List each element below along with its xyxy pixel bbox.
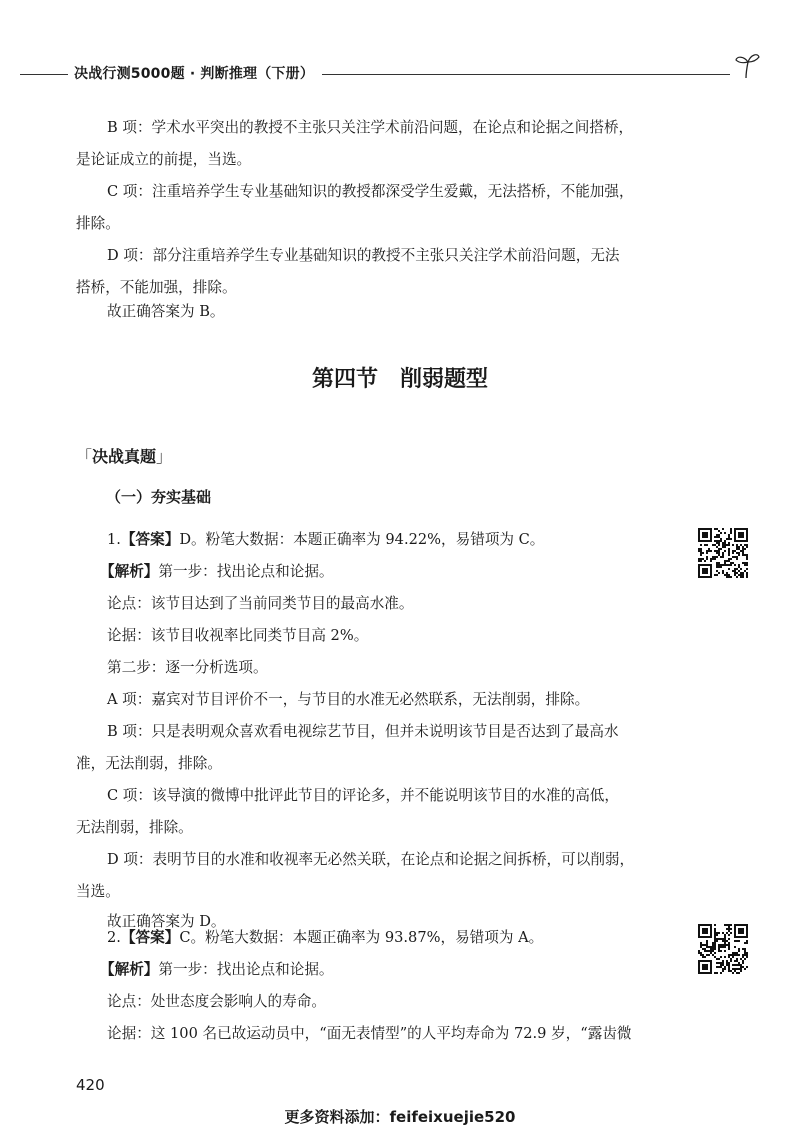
q2-argument: 论点：处世态度会影响人的寿命。 [107, 993, 326, 1010]
q1-step1: 第一步：找出论点和论据。 [158, 563, 334, 580]
q1-qr-code-icon[interactable] [698, 528, 748, 578]
q2-answer-line [76, 922, 708, 954]
q1-answer-text: D。粉笔大数据：本题正确率为 94.22%，易错项为 C。 [179, 531, 545, 548]
prev-option-d-line1: D 项：部分注重培养学生专业基础知识的教授不主张只关注学术前沿问题，无法 [107, 247, 620, 264]
q1-evidence: 论据：该节目收视率比同类节目高 2%。 [107, 627, 369, 644]
sub-heading [76, 444, 172, 467]
q1-analysis-line [100, 556, 708, 588]
q1-number: 1. [107, 531, 121, 548]
q2-number: 2. [107, 929, 121, 946]
sub-heading-text: 决战真题 [92, 447, 157, 466]
open-corner-bracket: 「 [76, 447, 93, 466]
q2-answer-text: C。粉笔大数据：本题正确率为 93.87%，易错项为 A。 [179, 929, 544, 946]
prev-option-b-line2: 是论证成立的前提，当选。 [76, 151, 252, 168]
footer-note: 更多资料添加：feifeixuejie520 [284, 1108, 516, 1126]
prev-option-d-line2: 搭桥，不能加强，排除。 [76, 279, 237, 296]
q1-option-d-line2: 当选。 [76, 883, 120, 900]
q1-option-d-line1: D 项：表明节目的水准和收视率无必然关联，在论点和论据之间拆桥，可以削弱， [107, 851, 635, 868]
q1-step2: 第二步：逐一分析选项。 [107, 659, 268, 676]
q1-option-a: A 项：嘉宾对节目评价不一，与节目的水准无必然联系，无法削弱，排除。 [107, 691, 590, 708]
q1-option-b-line1: B 项：只是表明观众喜欢看电视综艺节目，但并未说明该节目是否达到了最高水 [107, 723, 619, 740]
q2-analysis-line [100, 954, 708, 986]
prev-option-b-line1: B 项：学术水平突出的教授不主张只关注学术前沿问题，在论点和论据之间搭桥， [107, 119, 634, 136]
q1-conclusion: 故正确答案为 D。 [107, 913, 226, 930]
prev-conclusion: 故正确答案为 B。 [107, 303, 225, 320]
q2-evidence: 论据：这 100 名已故运动员中，“面无表情型”的人平均寿命为 72.9 岁，“露齿微 [107, 1025, 632, 1042]
q1-analysis-tag: 【解析】 [100, 563, 159, 580]
q1-option-b-line2: 准，无法削弱，排除。 [76, 755, 222, 772]
prev-option-c-line2: 排除。 [76, 215, 120, 232]
q2-answer-tag: 【答案】 [120, 929, 180, 946]
level-heading: （一）夯实基础 [106, 488, 212, 506]
header-rule-left [20, 74, 68, 75]
section-title: 第四节 削弱题型 [311, 367, 488, 392]
q2-qr-code-icon[interactable] [698, 924, 748, 974]
book-title: 决战行测5000题 · 判断推理（下册） [74, 66, 315, 82]
sprout-icon [732, 50, 762, 80]
q2-step1: 第一步：找出论点和论据。 [158, 961, 334, 978]
q1-argument: 论点：该节目达到了当前同类节目的最高水准。 [107, 595, 414, 612]
q1-answer-line [76, 524, 708, 556]
prev-option-c-line1: C 项：注重培养学生专业基础知识的教授都深受学生爱戴，无法搭桥，不能加强， [107, 183, 634, 200]
page-number: 420 [76, 1076, 105, 1094]
q1-answer-tag: 【答案】 [120, 531, 180, 548]
close-corner-bracket: 」 [156, 447, 173, 466]
q1-option-c-line1: C 项：该导演的微博中批评此节目的评论多，并不能说明该节目的水准的高低， [107, 787, 619, 804]
q1-option-c-line2: 无法削弱，排除。 [76, 819, 193, 836]
q2-analysis-tag: 【解析】 [100, 961, 159, 978]
header-rule-right [322, 74, 730, 75]
running-header [20, 62, 760, 86]
